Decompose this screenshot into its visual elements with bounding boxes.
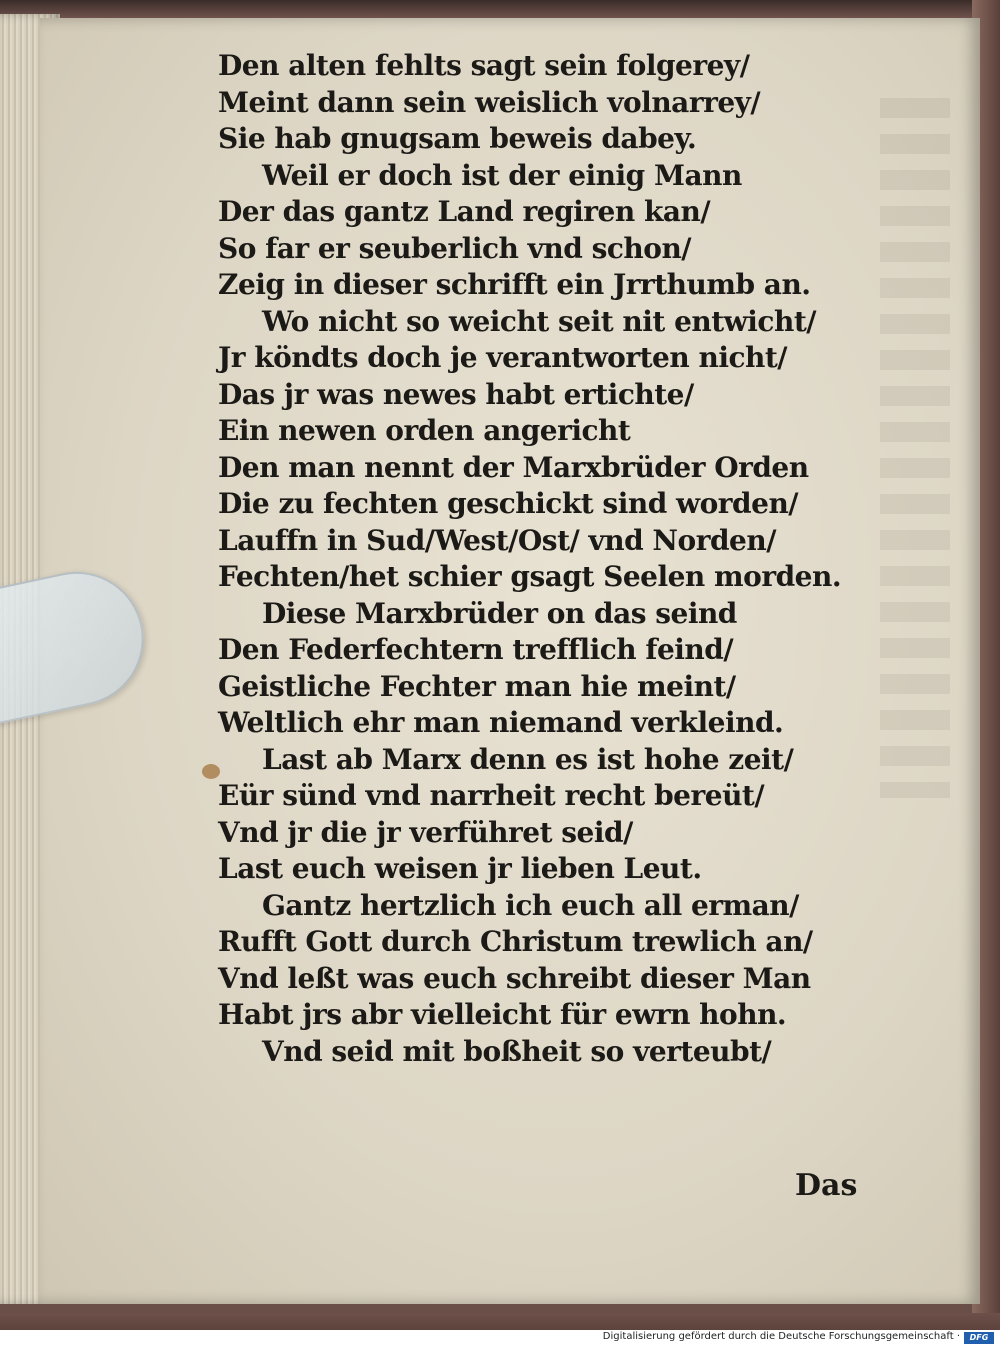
text-line: Der das gantz Land regiren kan/ — [218, 195, 711, 228]
text-line: Vnd seid mit boßheit so verteubt/ — [262, 1034, 772, 1068]
text-line: Die zu fechten geschickt sind worden/ — [218, 487, 799, 520]
text-line: Gantz hertzlich ich euch all erman/ — [262, 888, 799, 922]
text-line: Last ab Marx denn es ist hohe zeit/ — [262, 742, 794, 776]
text-line: Den man nennt der Marxbrüder Orden — [218, 450, 809, 484]
text-line: Den Federfechtern trefflich feind/ — [218, 633, 734, 666]
text-line: Sie hab gnugsam beweis dabey. — [218, 122, 697, 155]
text-line: So far er seuberlich vnd schon/ — [218, 231, 692, 265]
text-line: Wo nicht so weicht seit nit entwicht/ — [262, 304, 816, 338]
text-line: Last euch weisen jr lieben Leut. — [218, 852, 702, 885]
text-line: Zeig in dieser schrifft ein Jrrthumb an. — [218, 268, 811, 301]
text-line: Ein newen orden angericht — [218, 414, 631, 447]
dfg-logo: DFG — [964, 1332, 994, 1344]
text-line: Lauffn in Sud/West/Ost/ vnd Norden/ — [218, 523, 776, 557]
text-line: Den alten fehlts sagt sein folgerey/ — [218, 49, 750, 82]
text-line: Fechten/het schier gsagt Seelen morden. — [218, 560, 842, 593]
text-line: Eür sünd vnd narrheit recht bereüt/ — [218, 779, 765, 812]
text-line: Geistliche Fechter man hie meint/ — [218, 669, 736, 703]
text-line: Meint dann sein weislich volnarrey/ — [218, 85, 761, 119]
text-line: Das jr was newes habt ertichte/ — [218, 377, 694, 411]
text-line: Diese Marxbrüder on das seind — [262, 596, 737, 630]
footer-credit: Digitalisierung gefördert durch die Deutsche Forschungsgemeinschaft · — [602, 1331, 960, 1342]
text-line: Weltlich ehr man niemand verkleind. — [218, 706, 784, 739]
poem-text-block — [218, 48, 842, 1070]
footer-bar — [0, 1330, 1000, 1347]
show-through-text — [880, 98, 950, 798]
text-line: Rufft Gott durch Christum trewlich an/ — [218, 925, 813, 958]
text-line: Vnd leßt was euch schreibt dieser Man — [218, 961, 811, 995]
text-line: Vnd jr die jr verführet seid/ — [218, 815, 633, 849]
catchword: Das — [795, 1168, 858, 1203]
text-line: Habt jrs abr vielleicht für ewrn hohn. — [218, 998, 787, 1031]
text-line: Weil er doch ist der einig Mann — [262, 158, 742, 192]
text-line: Jr köndts doch je verantworten nicht/ — [218, 341, 788, 374]
